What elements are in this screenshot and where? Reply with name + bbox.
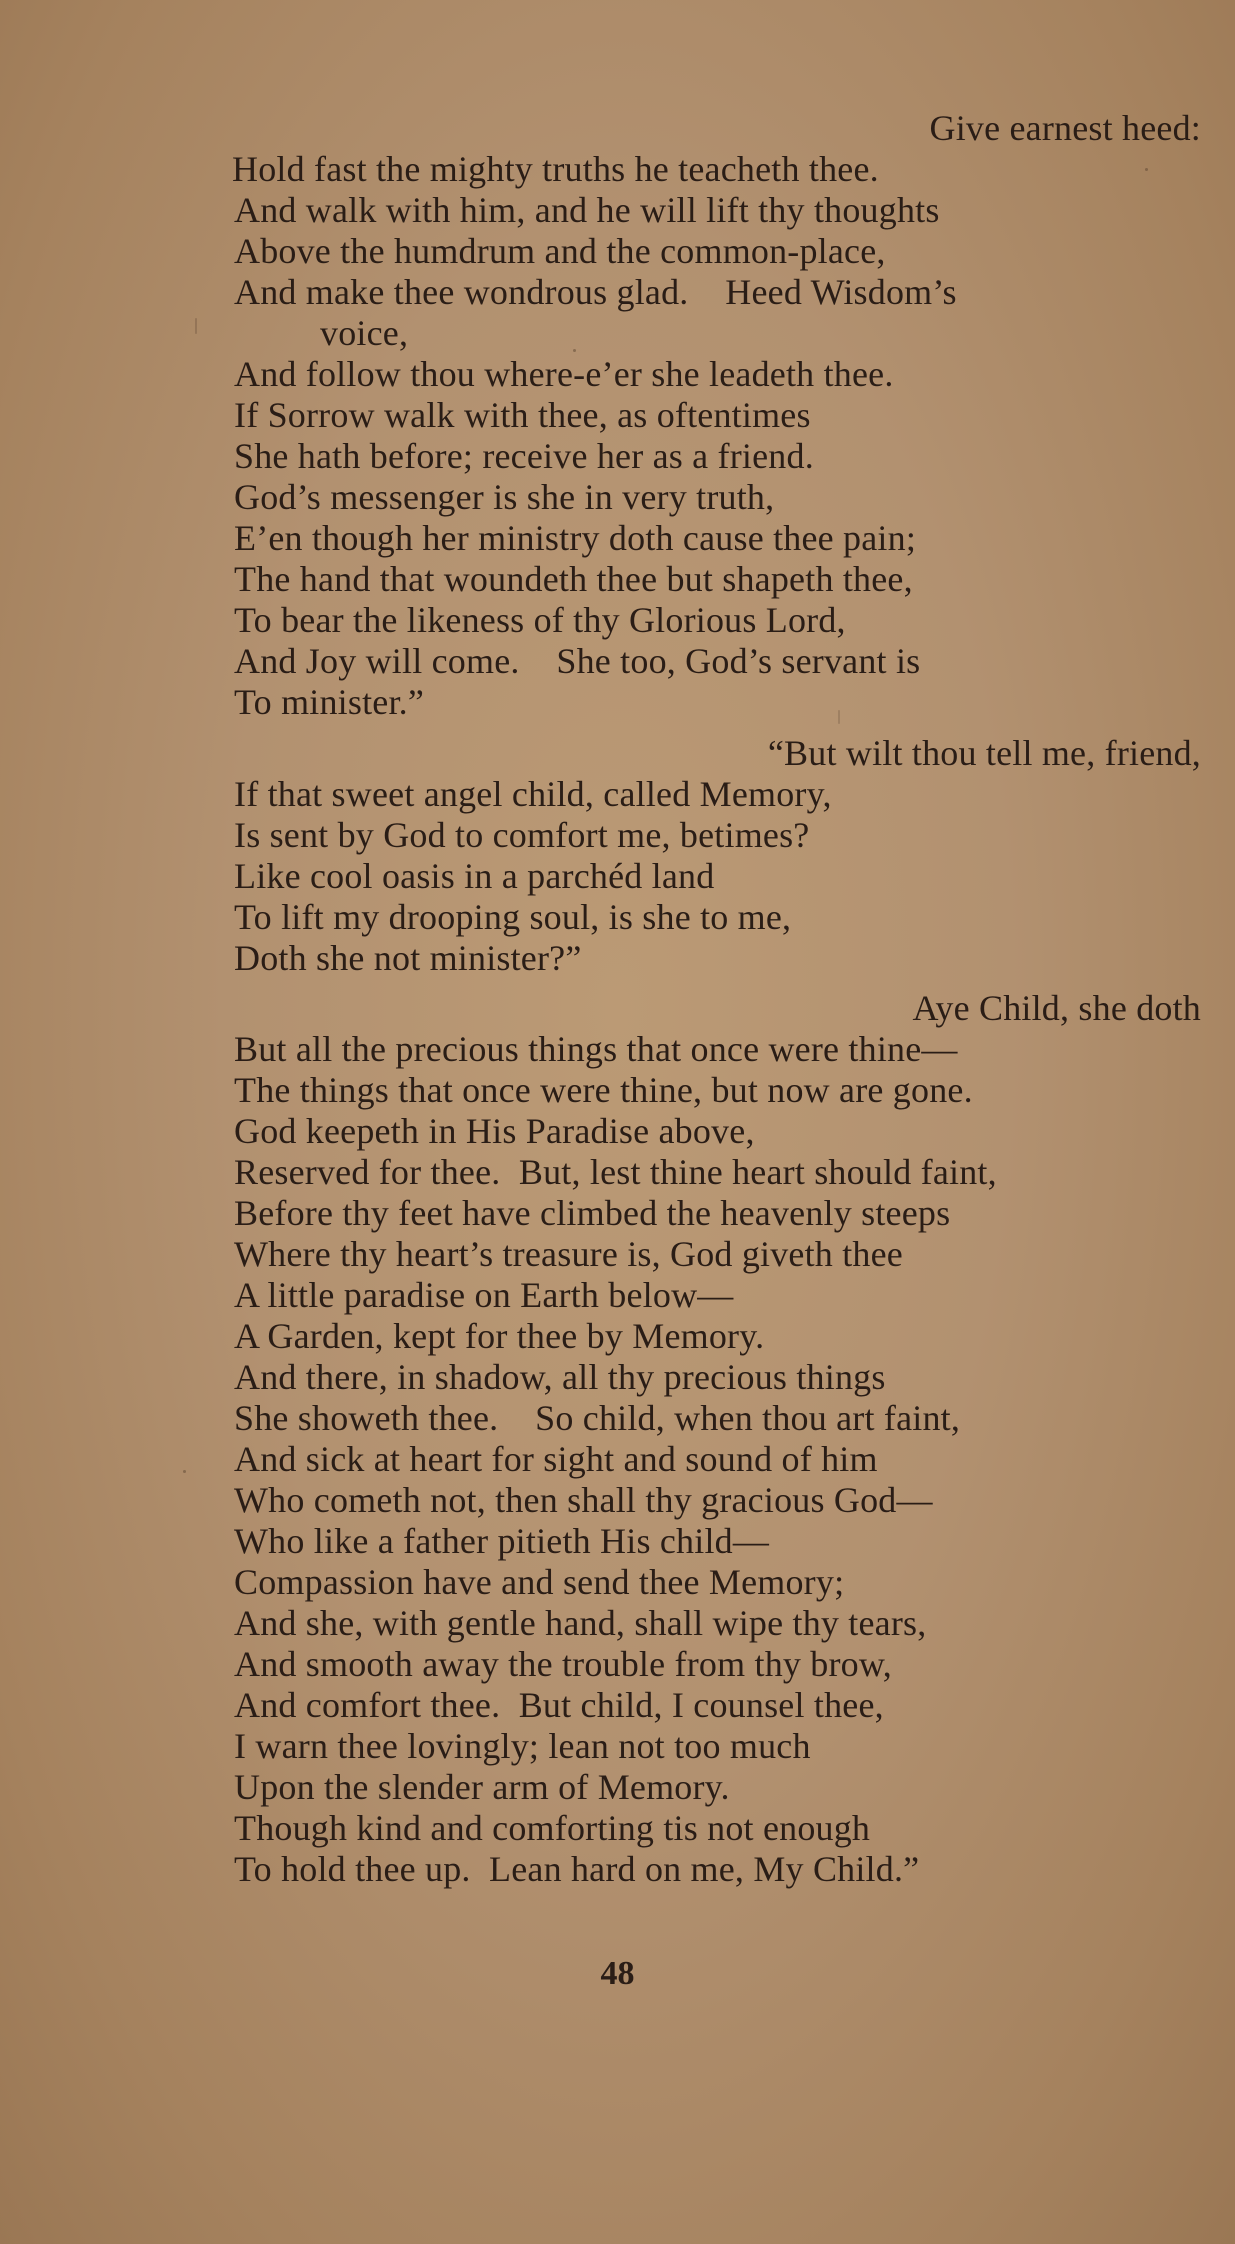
poem-line: Above the humdrum and the common-place,	[234, 231, 886, 271]
poem-line: She hath before; receive her as a friend.	[234, 436, 814, 476]
poem-line: If Sorrow walk with thee, as oftentimes	[234, 395, 811, 435]
poem-line: Who like a father pitieth His child—	[234, 1521, 770, 1561]
poem-line: Aye Child, she doth	[912, 988, 1201, 1028]
poem-line: To minister.”	[234, 682, 425, 722]
paper-speck	[573, 349, 576, 352]
poem-line: And comfort thee. But child, I counsel thee,	[234, 1685, 884, 1725]
poem-line: To hold thee up. Lean hard on me, My Child.”	[234, 1849, 920, 1889]
poem-line: And make thee wondrous glad. Heed Wisdom’s	[234, 272, 957, 312]
poem-line: Reserved for thee. But, lest thine heart should faint,	[234, 1152, 997, 1192]
poem-line: A little paradise on Earth below—	[234, 1275, 734, 1315]
poem-line: And smooth away the trouble from thy brow,	[234, 1644, 892, 1684]
poem-line: A Garden, kept for thee by Memory.	[234, 1316, 765, 1356]
poem-line: Who cometh not, then shall thy gracious God—	[234, 1480, 933, 1520]
poem-line: She showeth thee. So child, when thou art faint,	[234, 1398, 961, 1438]
poem-line: The hand that woundeth thee but shapeth thee,	[234, 559, 913, 599]
poem-line: God keepeth in His Paradise above,	[234, 1111, 755, 1151]
poem-line: Though kind and comforting tis not enough	[234, 1808, 871, 1848]
poem-line: Compassion have and send thee Memory;	[234, 1562, 845, 1602]
poem-line: Is sent by God to comfort me, betimes?	[234, 815, 810, 855]
poem-line: To bear the likeness of thy Glorious Lord,	[234, 600, 846, 640]
poem-line: Doth she not minister?”	[234, 938, 582, 978]
poem-line: And sick at heart for sight and sound of him	[234, 1439, 878, 1479]
poem-line: God’s messenger is she in very truth,	[234, 477, 775, 517]
paper-speck	[183, 1470, 186, 1473]
poem-line: E’en though her ministry doth cause thee pain;	[234, 518, 917, 558]
poem-line: Where thy heart’s treasure is, God giveth thee	[234, 1234, 903, 1274]
paper-speck	[195, 318, 197, 334]
poem-line: And there, in shadow, all thy precious things	[234, 1357, 886, 1397]
poem-line: If that sweet angel child, called Memory,	[234, 774, 832, 814]
poem-line: To lift my drooping soul, is she to me,	[234, 897, 792, 937]
page-number: 48	[600, 1955, 635, 1992]
poem-line-continuation: voice,	[320, 313, 409, 353]
poem-line: And she, with gentle hand, shall wipe thy tears,	[234, 1603, 927, 1643]
poem-line: And Joy will come. She too, God’s servant is	[234, 641, 921, 681]
paper-speck	[1145, 168, 1148, 171]
poem-line: Like cool oasis in a parchéd land	[234, 856, 715, 896]
poem-line: The things that once were thine, but now are gone.	[234, 1070, 973, 1110]
poem-line: Upon the slender arm of Memory.	[234, 1767, 730, 1807]
paper-speck	[838, 710, 840, 724]
poem-line: Hold fast the mighty truths he teacheth thee.	[232, 149, 879, 189]
poem-line: Before thy feet have climbed the heavenly steeps	[234, 1193, 951, 1233]
poem-line: “But wilt thou tell me, friend,	[767, 733, 1201, 773]
poem-line: Give earnest heed:	[929, 108, 1201, 148]
poem-line: And follow thou where-e’er she leadeth thee.	[234, 354, 894, 394]
poem-line: And walk with him, and he will lift thy thoughts	[234, 190, 940, 230]
poem-line: I warn thee lovingly; lean not too much	[234, 1726, 811, 1766]
poem-line: But all the precious things that once were thine—	[234, 1029, 958, 1069]
